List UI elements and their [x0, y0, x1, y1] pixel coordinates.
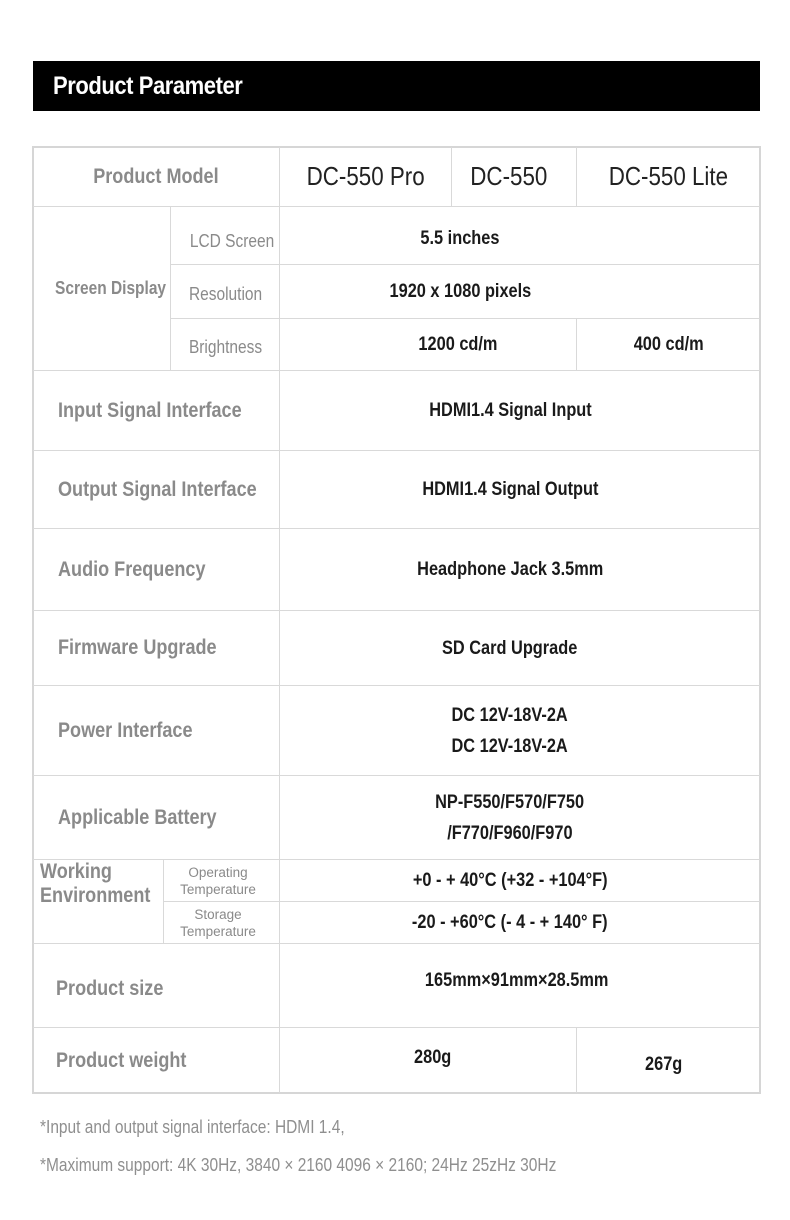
column-divider: [170, 206, 171, 370]
model-dc550-pro: DC-550 Pro: [306, 161, 425, 191]
operating-temperature-value: +0 - + 40°C (+32 - +104°F): [412, 870, 608, 891]
firmware-label: Firmware Upgrade: [58, 636, 217, 659]
audio-value: Headphone Jack 3.5mm: [416, 559, 604, 580]
product-weight-value-pro: 280g: [413, 1047, 452, 1068]
model-dc550-lite: DC-550 Lite: [608, 161, 729, 191]
product-weight-value-lite: 267g: [645, 1054, 683, 1075]
output-signal-value: HDMI1.4 Signal Output: [421, 479, 599, 500]
page-title: Product Parameter: [53, 72, 243, 100]
screen-display-label: Screen Display: [55, 278, 167, 298]
product-weight-label: Product weight: [56, 1048, 187, 1072]
header-banner: [33, 61, 760, 111]
footnote-maximum-support: *Maximum support: 4K 30Hz, 3840 × 2160 4096 × 2160; 24Hz 25zHz 30Hz: [40, 1155, 557, 1175]
battery-value: NP-F550/F570/F750 /F770/F960/F970: [435, 791, 585, 844]
model-dc550: DC-550: [470, 161, 548, 191]
lcd-screen-label: LCD Screen: [189, 230, 275, 251]
lcd-screen-value: 5.5 inches: [420, 227, 500, 249]
resolution-value: 1920 x 1080 pixels: [389, 281, 531, 302]
product-size-label: Product size: [56, 976, 164, 1000]
product-size-value: 165mm×91mm×28.5mm: [425, 970, 609, 991]
brightness-value-lite: 400 cd/m: [633, 334, 704, 355]
input-signal-label: Input Signal Interface: [58, 398, 242, 422]
product-model-label: Product Model: [93, 164, 219, 188]
battery-label: Applicable Battery: [58, 805, 217, 829]
working-environment-label: Working Environment: [40, 860, 151, 907]
audio-label: Audio Frequency: [58, 557, 206, 581]
power-label: Power Interface: [58, 718, 193, 742]
brightness-value-pro: 1200 cd/m: [418, 334, 498, 355]
footnote-signal-interface: *Input and output signal interface: HDMI 1.4,: [40, 1117, 345, 1137]
resolution-label: Resolution: [188, 283, 263, 304]
firmware-value: SD Card Upgrade: [442, 637, 578, 659]
storage-temperature-value: -20 - +60°C (- 4 - + 140° F): [412, 912, 608, 933]
operating-temperature-label: Operating Temperature: [180, 864, 256, 897]
storage-temperature-label: Storage Temperature: [180, 906, 256, 939]
output-signal-label: Output Signal Interface: [58, 477, 257, 501]
power-value: DC 12V-18V-2A DC 12V-18V-2A: [451, 704, 569, 757]
input-signal-value: HDMI1.4 Signal Input: [428, 400, 592, 421]
brightness-label: Brightness: [188, 336, 263, 357]
